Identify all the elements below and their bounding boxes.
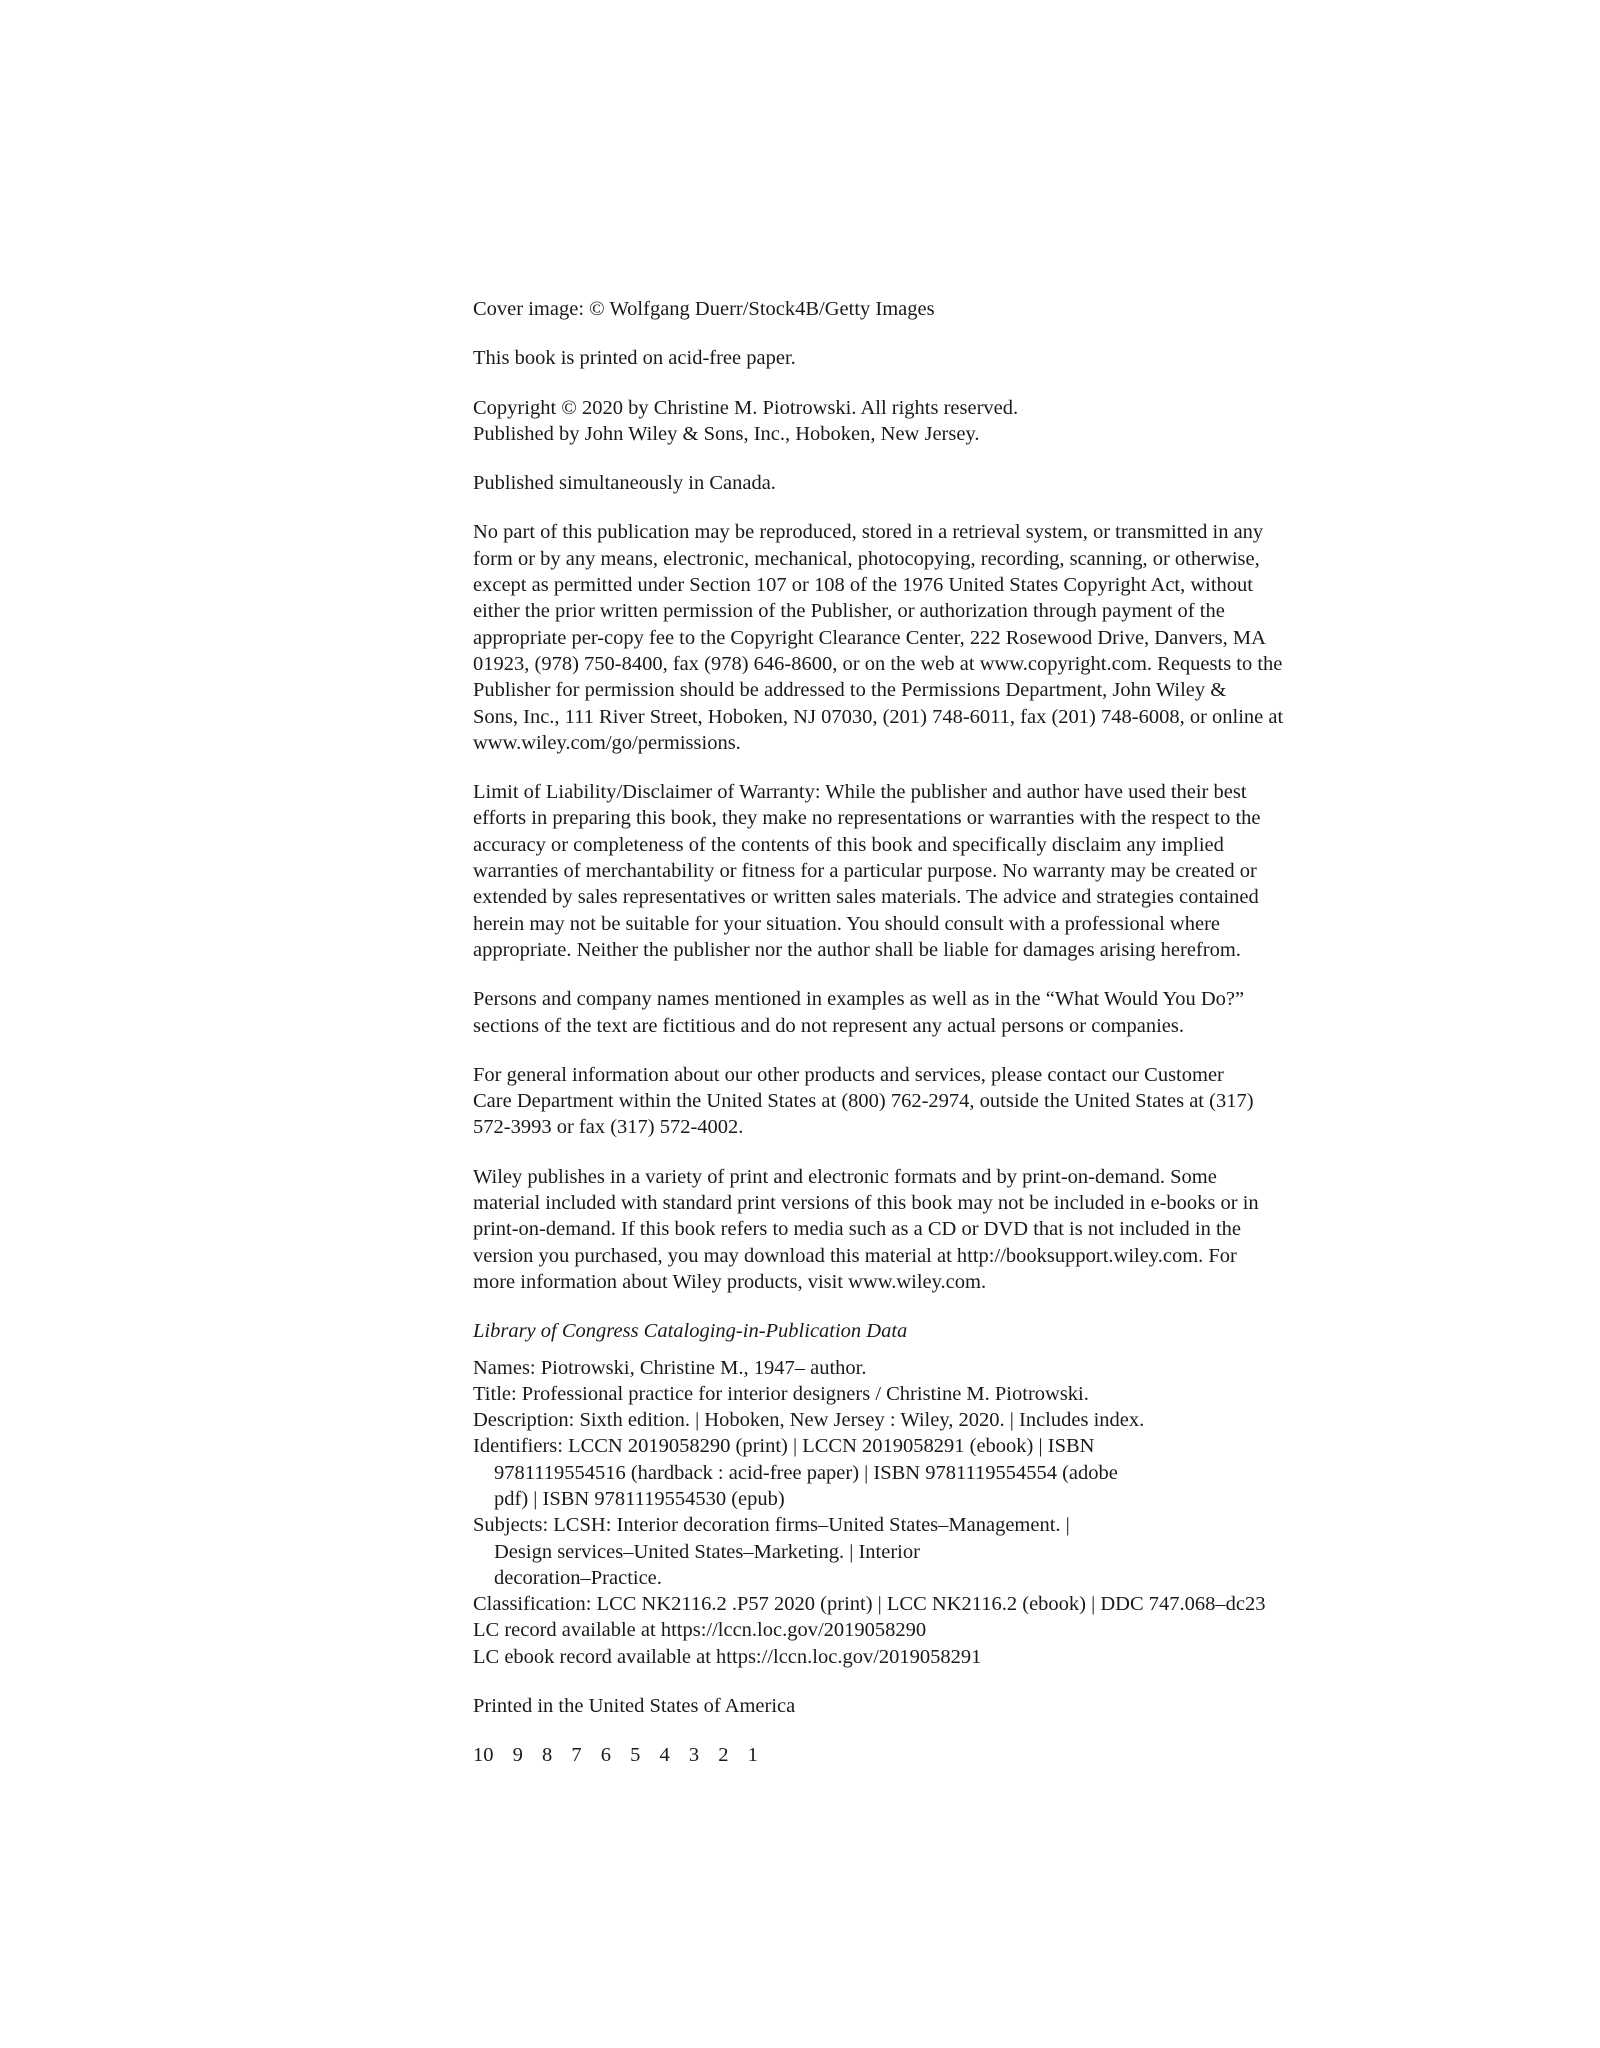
reproduction-notice [473, 519, 1443, 756]
printing-number-line [473, 1742, 1443, 1768]
text-line: Wiley publishes in a variety of print and electronic formats and by print-on-demand. Some [473, 1165, 1217, 1188]
text-line: material included with standard print versions of this book may not be included in e-books or in [473, 1192, 1259, 1215]
copyright-notice [473, 395, 1443, 448]
fictitious-notice [473, 986, 1443, 1039]
cip-heading [473, 1318, 1443, 1344]
text-line: except as permitted under Section 107 or 108 of the 1976 United States Copyright Act, without [473, 574, 1254, 597]
text-line: form or by any means, electronic, mechanical, photocopying, recording, scanning, or otherwise, [473, 547, 1260, 570]
cover-image-credit [473, 296, 1443, 322]
cip-lc-ebook-record: LC ebook record available at https://lccn.loc.gov/2019058291 [473, 1645, 982, 1668]
acid-free-notice [473, 345, 1443, 371]
text-line: herein may not be suitable for your situation. You should consult with a professional where [473, 912, 1220, 935]
cip-subjects-continued: decoration–Practice. [494, 1566, 662, 1589]
text-line: Care Department within the United States at (800) 762-2974, outside the United States at (317) [473, 1090, 1254, 1113]
cip-subjects: Subjects: LCSH: Interior decoration firms–United States–Management. | [473, 1514, 1070, 1537]
cip-classification: Classification: LCC NK2116.2 .P57 2020 (print) | LCC NK2116.2 (ebook) | DDC 747.068–dc23 [473, 1593, 1266, 1616]
text-line: 572-3993 or fax (317) 572-4002. [473, 1116, 744, 1139]
text-line: appropriate. Neither the publisher nor the author shall be liable for damages arising herefrom. [473, 938, 1241, 961]
cip-lc-record: LC record available at https://lccn.loc.gov/2019058290 [473, 1619, 927, 1642]
text-line: appropriate per-copy fee to the Copyright Clearance Center, 222 Rosewood Drive, Danvers, MA [473, 626, 1266, 649]
text-line: Copyright © 2020 by Christine M. Piotrowski. All rights reserved. [473, 396, 1019, 419]
canada-notice [473, 470, 1443, 496]
text-line: accuracy or completeness of the contents of this book and specifically disclaim any implied [473, 833, 1224, 856]
text-line: Cover image: © Wolfgang Duerr/Stock4B/Getty Images [473, 298, 935, 320]
general-info-notice [473, 1062, 1443, 1141]
cip-identifiers-continued: 9781119554516 (hardback : acid-free paper) | ISBN 9781119554554 (adobe [494, 1461, 1118, 1484]
text-line: Persons and company names mentioned in examples as well as in the “What Would You Do?” [473, 988, 1245, 1011]
text-line: warranties of merchantability or fitness for a particular purpose. No warranty may be created or [473, 860, 1257, 883]
cip-names: Names: Piotrowski, Christine M., 1947– author. [473, 1356, 867, 1379]
text-line: Published simultaneously in Canada. [473, 472, 776, 495]
text-line: www.wiley.com/go/permissions. [473, 731, 741, 754]
copyright-text-block [473, 296, 1443, 1792]
text-line: No part of this publication may be reproduced, stored in a retrieval system, or transmitted in any [473, 521, 1264, 544]
text-line: Sons, Inc., 111 River Street, Hoboken, NJ 07030, (201) 748-6011, fax (201) 748-6008, or online at [473, 705, 1284, 728]
cip-description: Description: Sixth edition. | Hoboken, New Jersey : Wiley, 2020. | Includes index. [473, 1409, 1145, 1432]
text-line: This book is printed on acid-free paper. [473, 347, 796, 370]
text-line: Publisher for permission should be addressed to the Permissions Department, John Wiley & [473, 679, 1227, 702]
text-line: efforts in preparing this book, they make no representations or warranties with the respect to the [473, 807, 1261, 830]
cip-subjects-continued: Design services–United States–Marketing. | Interior [494, 1540, 920, 1563]
cip-data-block [473, 1355, 1443, 1671]
text-line: Limit of Liability/Disclaimer of Warranty: While the publisher and author have used their best [473, 781, 1247, 804]
text-line: 01923, (978) 750-8400, fax (978) 646-8600, or on the web at www.copyright.com. Requests to the [473, 652, 1283, 675]
text-line: Published by John Wiley & Sons, Inc., Hoboken, New Jersey. [473, 422, 980, 445]
text-line: 10 9 8 7 6 5 4 3 2 1 [473, 1744, 758, 1767]
text-line: Library of Congress Cataloging-in-Publication Data [473, 1320, 908, 1343]
cip-title: Title: Professional practice for interior designers / Christine M. Piotrowski. [473, 1382, 1089, 1405]
formats-notice [473, 1164, 1443, 1295]
liability-disclaimer [473, 779, 1443, 963]
cip-identifiers: Identifiers: LCCN 2019058290 (print) | LCCN 2019058291 (ebook) | ISBN [473, 1435, 1095, 1458]
text-line: print-on-demand. If this book refers to media such as a CD or DVD that is not included in the [473, 1218, 1242, 1241]
text-line: For general information about our other products and services, please contact our Customer [473, 1063, 1224, 1086]
printed-in-notice [473, 1693, 1443, 1719]
text-line: Printed in the United States of America [473, 1695, 796, 1718]
text-line: either the prior written permission of the Publisher, or authorization through payment of the [473, 600, 1225, 623]
text-line: more information about Wiley products, visit www.wiley.com. [473, 1270, 987, 1293]
text-line: sections of the text are fictitious and do not represent any actual persons or companies. [473, 1014, 1185, 1037]
cip-identifiers-continued: pdf) | ISBN 9781119554530 (epub) [494, 1487, 785, 1510]
text-line: version you purchased, you may download this material at http://booksupport.wiley.com. For [473, 1244, 1237, 1267]
text-line: extended by sales representatives or written sales materials. The advice and strategies contained [473, 886, 1259, 909]
